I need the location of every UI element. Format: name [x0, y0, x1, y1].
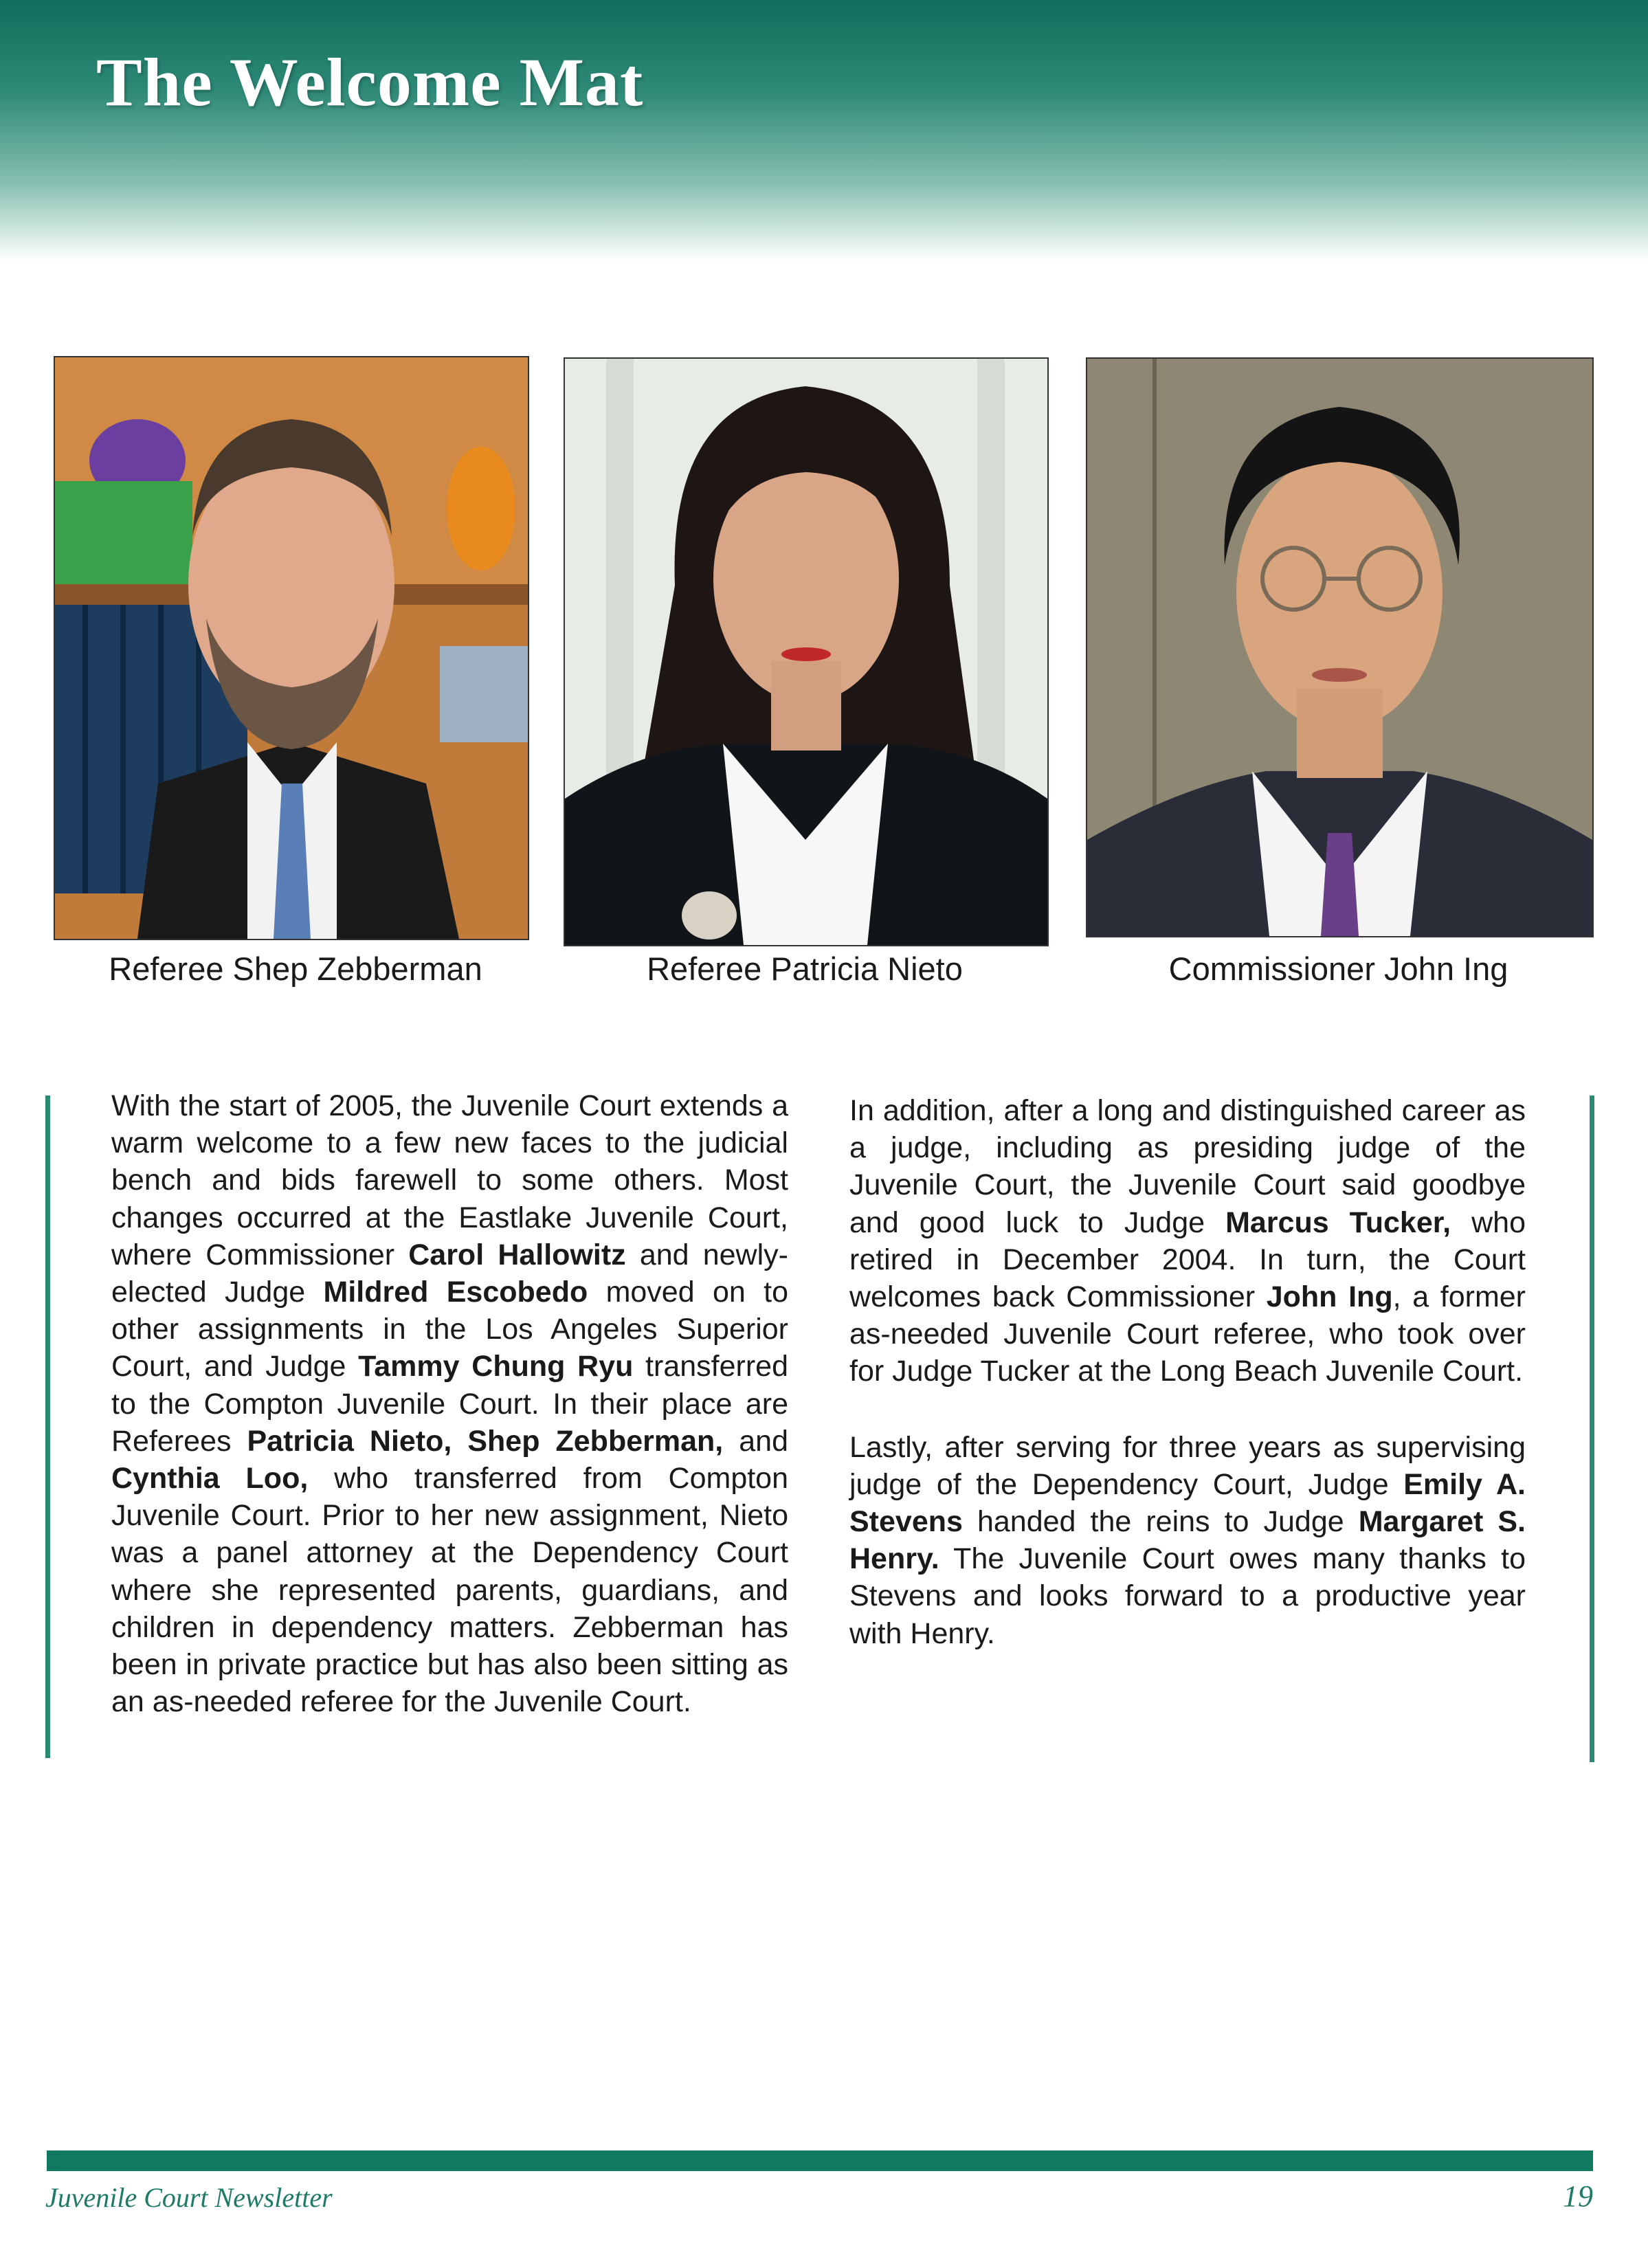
text-run: The Juvenile Court owes many thanks to Stevens and looks forward to a productive year with Henry. [849, 1542, 1526, 1650]
text-run: who retired in December 2004. In turn, the Court welcomes back Commissioner [849, 1205, 1526, 1314]
person-name: Shep Zebberman, [467, 1424, 724, 1458]
article-paragraph [849, 1429, 1526, 1652]
article-column-right [849, 1092, 1526, 1652]
person-name: Patricia Nieto, [247, 1424, 452, 1458]
person-name: Marcus Tucker, [1225, 1205, 1451, 1239]
text-run: handed the reins to Judge [962, 1505, 1359, 1539]
photo-john-ing [1086, 357, 1594, 937]
footer-publication: Juvenile Court Newsletter [45, 2182, 333, 2213]
column-rule-left [45, 1096, 50, 1758]
photo-patricia-nieto [564, 357, 1049, 946]
header-band [0, 0, 1648, 261]
page-title: The Welcome Mat [96, 44, 644, 120]
text-run: moved on to other assignments in the Los Angeles Superior Court, and Judge [111, 1276, 788, 1383]
photo-caption: Commissioner John Ing [1168, 950, 1508, 987]
text-run: transferred to the Compton Juvenile Court. In their place are Referees [111, 1350, 788, 1458]
column-rule-right [1590, 1096, 1594, 1762]
text-run: and [723, 1424, 788, 1458]
text-run: With the start of 2005, the Juvenile Court extends a warm welcome to a few new faces to the judicial bench and bids farewell to some others. Most changes occurred at the Eastlake Juvenile Court, where Commissioner [111, 1089, 788, 1271]
page-number: 19 [1563, 2179, 1593, 2213]
photo-caption: Referee Shep Zebberman [109, 950, 482, 987]
person-name: Carol Hallowitz [408, 1238, 626, 1271]
person-name: Emily A. Stevens [849, 1467, 1526, 1539]
person-name: John Ing [1266, 1280, 1393, 1314]
text-run: who transferred from Compton Juvenile Court. Prior to her new assignment, Nieto was a panel attorney at the Dependency Court where she represented parents, guardians, and children in dependency matters. Zebberman has been in private practice but has also been sitting as an as-needed referee for the Juvenile Court. [111, 1462, 789, 1719]
photo-caption: Referee Patricia Nieto [647, 950, 963, 987]
text-run: In addition, after a long and distinguished career as a judge, including as presiding judge of the Juvenile Court, the Juvenile Court said goodbye and good luck to Judge [849, 1094, 1526, 1239]
photo-shep-zebberman [54, 356, 529, 940]
text-run: and newly-elected Judge [111, 1238, 788, 1309]
footer-bar [47, 2150, 1593, 2171]
article-paragraph [849, 1092, 1526, 1390]
person-name: Mildred Escobedo [323, 1276, 588, 1309]
person-name: Margaret S. Henry. [849, 1505, 1526, 1576]
person-name: Tammy Chung Ryu [358, 1350, 634, 1383]
text-run: , a former as-needed Juvenile Court referee, who took over for Judge Tucker at the Long Beach Juvenile Court. [849, 1280, 1526, 1388]
article-column-left [111, 1087, 788, 1720]
text-run [452, 1425, 467, 1458]
text-run: Lastly, after serving for three years as supervising judge of the Dependency Court, Judge [849, 1430, 1526, 1501]
article-paragraph [111, 1087, 788, 1720]
person-name: Cynthia Loo, [111, 1462, 309, 1496]
